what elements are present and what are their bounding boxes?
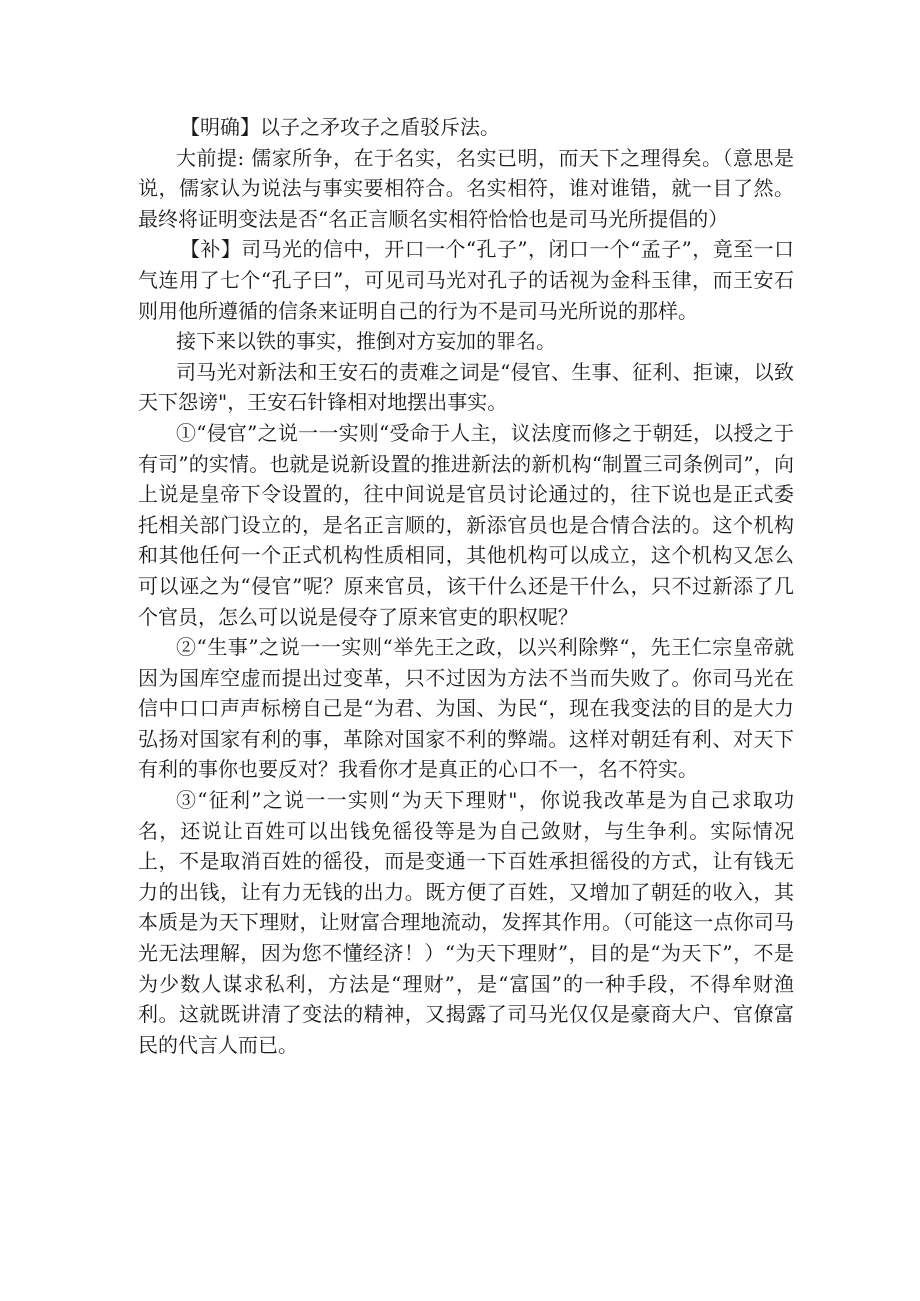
document-body [138, 112, 794, 1060]
paragraph-conclusion: 【明确】以子之矛攻子之盾驳斥法。 [180, 115, 500, 139]
paragraph-point-1: ①“侵官”之说一一实则“受命于人主，议法度而修之于朝廷，以授之于有司”的实情。也就是说新设置的推进新法的新机构“制置三司条例司”，向上说是皇帝下令设置的，往中间说是官员讨论通过的，往下说也是正式委托相关部门设立的，是名正言顺的，新添官员也是合情合法的。这个机构和其他任何一个正式机构性质相同，其他机构可以成立，这个机构又怎么可以诬之为“侵官”呢？原来官员，该干什么还是干什么，只不过新添了几个官员，怎么可以说是侵夺了原来官吏的职权呢？ [138, 420, 794, 629]
paragraph-major-premise: 大前提: 儒家所争，在于名实，名实已明，而天下之理得矣。（意思是说，儒家认为说法与事实要相符合。名实相符，谁对谁错，就一目了然。最终将证明变法是否“名正言顺名实相符恰恰也是司马光所提倡的） [138, 145, 794, 231]
paragraph-accusations: 司马光对新法和王安石的责难之词是“侵官、生事、征利、拒谏，以致天下怨谤"，王安石针锋相对地摆出事实。 [138, 359, 794, 415]
paragraph-point-3: ③“征利”之说一一实则“为天下理财"，你说我改革是为自己求取功名，还说让百姓可以出钱免徭役等是为自己敛财，与生争利。实际情况上，不是取消百姓的徭役，而是变通一下百姓承担徭役的方式，让有钱无力的出钱，让有力无钱的出力。既方便了百姓，又增加了朝廷的收入，其本质是为天下理财，让财富合理地流动，发挥其作用。（可能这一点你司马光无法理解，因为您不懂经济！）“为天下理财”，目的是“为天下”，不是为少数人谋求私利，方法是“理财”，是“富国”的一种手段，不得牟财渔利。这就既讲清了变法的精神，又揭露了司马光仅仅是豪商大户、官僚富民的代言人而已。 [138, 788, 794, 1057]
paragraph-point-2: ②“生事”之说一一实则“举先王之政，以兴利除弊“，先王仁宗皇帝就因为国库空虚而提出过变革，只不过因为方法不当而失败了。你司马光在信中口口声声标榜自己是“为君、为国、为民“，现在我变法的目的是大力弘扬对国家有利的事，革除对国家不利的弊端。这样对朝廷有利、对天下有利的事你也要反对？我看你才是真正的心口不一，名不符实。 [138, 635, 794, 782]
paragraph-supplement: 【补】司马光的信中，开口一个“孔子”，闭口一个“孟子”，竟至一口气连用了七个“孔子曰”，可见司马光对孔子的话视为金科玉律，而王安石则用他所遵循的信条来证明自己的行为不是司马光所说的那样。 [138, 237, 794, 323]
paragraph-transition: 接下来以铁的事实，推倒对方妄加的罪名。 [176, 329, 556, 354]
